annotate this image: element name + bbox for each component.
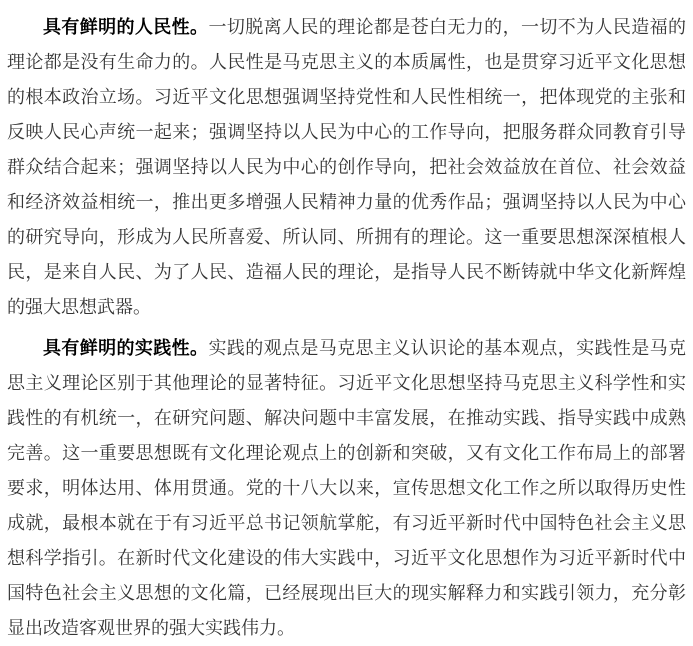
paragraph-lead: 具有鲜明的人民性。 [43,17,209,37]
paragraph-renminxing [7,10,686,325]
paragraph-shijianxing [7,331,686,646]
paragraph-text: 实践的观点是马克思主义认识论的基本观点，实践性是马克思主义理论区别于其他理论的显著特征。习近平文化思想坚持马克思主义科学性和实践性的有机统一，在研究问题、解决问题中丰富发展，在推动实践、指导实践中成熟完善。这一重要思想既有文化理论观点上的创新和突破，又有文化工作布局上的部署要求，明体达用、体用贯通。党的十八大以来，宣传思想文化工作之所以取得历史性成就，最根本就在于有习近平总书记领航掌舵，有习近平新时代中国特色社会主义思想科学指引。在新时代文化建设的伟大实践中，习近平文化思想作为习近平新时代中国特色社会主义思想的文化篇，已经展现出巨大的现实解释力和实践引领力，充分彰显出改造客观世界的强大实践伟力。 [7,338,687,638]
paragraph-text: 一切脱离人民的理论都是苍白无力的，一切不为人民造福的理论都是没有生命力的。人民性是马克思主义的本质属性，也是贯穿习近平文化思想的根本政治立场。习近平文化思想强调坚持党性和人民性相统一，把体现党的主张和反映人民心声统一起来；强调坚持以人民为中心的工作导向，把服务群众同教育引导群众结合起来；强调坚持以人民为中心的创作导向，把社会效益放在首位、社会效益和经济效益相统一，推出更多增强人民精神力量的优秀作品；强调坚持以人民为中心的研究导向，形成为人民所喜爱、所认同、所拥有的理论。这一重要思想深深植根人民，是来自人民、为了人民、造福人民的理论，是指导人民不断铸就中华文化新辉煌的强大思想武器。 [7,17,687,317]
paragraph-lead: 具有鲜明的实践性。 [43,338,209,358]
